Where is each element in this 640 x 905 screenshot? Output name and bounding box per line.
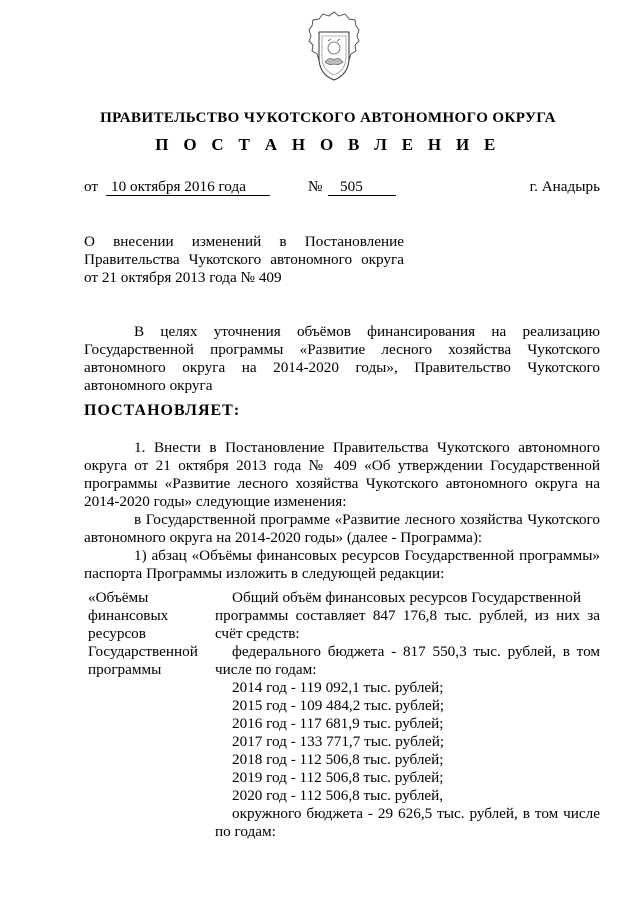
label-line: программы	[88, 661, 162, 678]
label-line: ресурсов	[88, 625, 146, 642]
date-prefix: от	[84, 178, 99, 195]
federal-year-row: 2020 год - 112 506,8 тыс. рублей,	[232, 787, 444, 804]
federal-budget-line: федерального бюджета - 817 550,3 тыс. рублей, в том	[232, 643, 600, 660]
federal-year-row: 2014 год - 119 092,1 тыс. рублей;	[232, 679, 444, 696]
federal-budget-line: числе по годам:	[215, 661, 317, 678]
financing-content	[215, 589, 600, 841]
subject-line: от 21 октября 2013 года № 409	[84, 269, 282, 286]
organization-title: ПРАВИТЕЛЬСТВО ЧУКОТСКОГО АВТОНОМНОГО ОКРУГА	[100, 110, 556, 126]
document-meta-line	[84, 178, 600, 200]
document-place: г. Анадырь	[529, 178, 600, 195]
document-subject	[84, 233, 404, 287]
item-1-subitem-1-paragraph: 1) абзац «Объёмы финансовых ресурсов Государственной программы» паспорта Программы изложить в следующей редакции:	[84, 547, 600, 582]
district-budget-line: по годам:	[215, 823, 276, 840]
label-line: Государственной	[88, 643, 198, 660]
document-number: 505	[340, 178, 363, 195]
federal-year-row: 2015 год - 109 484,2 тыс. рублей;	[232, 697, 445, 714]
item-1-paragraph: 1. Внести в Постановление Правительства Чукотского автономного округа от 21 октября 2013 года № 409 «Об утверждении Государственной программы «Развитие лесного хозяйства Чукотского автономного округа на 2014-2020 годы» следующие изменения:	[84, 439, 600, 510]
number-sign: №	[308, 178, 323, 195]
label-line: «Объёмы	[88, 589, 149, 606]
subject-line: Правительства Чукотского автономного округа	[84, 251, 404, 268]
date-underline	[106, 195, 270, 196]
financing-intro-line: счёт средств:	[215, 625, 300, 642]
federal-year-row: 2017 год - 133 771,7 тыс. рублей;	[232, 733, 445, 750]
district-budget-line: окружного бюджета - 29 626,5 тыс. рублей, в том числе	[232, 805, 600, 822]
federal-year-row: 2018 год - 112 506,8 тыс. рублей;	[232, 751, 444, 768]
document-date: 10 октября 2016 года	[111, 178, 246, 195]
financing-intro-line: Общий объём финансовых ресурсов Государственной	[232, 589, 582, 606]
federal-year-row: 2016 год - 117 681,9 тыс. рублей;	[232, 715, 444, 732]
subject-line: О внесении изменений в Постановление	[84, 233, 404, 250]
resolves-heading: ПОСТАНОВЛЯЕТ:	[84, 402, 241, 419]
financing-intro-line: программы составляет 847 176,8 тыс. рублей, из них за	[215, 607, 600, 624]
preamble-paragraph: В целях уточнения объёмов финансирования на реализацию Государственной программы «Развитие лесного хозяйства Чукотского автономного округа на 2014-2020 годы», Правительство Чукотского автономного округа	[84, 323, 600, 394]
financing-label	[88, 589, 216, 679]
body-paragraphs	[84, 439, 600, 583]
coat-of-arms-emblem	[305, 10, 363, 88]
label-line: финансовых	[88, 607, 169, 624]
number-underline	[328, 195, 396, 196]
document-type-title: П О С Т А Н О В Л Е Н И Е	[155, 135, 501, 154]
item-1-sub-paragraph: в Государственной программе «Развитие лесного хозяйства Чукотского автономного округа на 2014-2020 годы» (далее - Программа):	[84, 511, 600, 546]
federal-year-row: 2019 год - 112 506,8 тыс. рублей;	[232, 769, 444, 786]
